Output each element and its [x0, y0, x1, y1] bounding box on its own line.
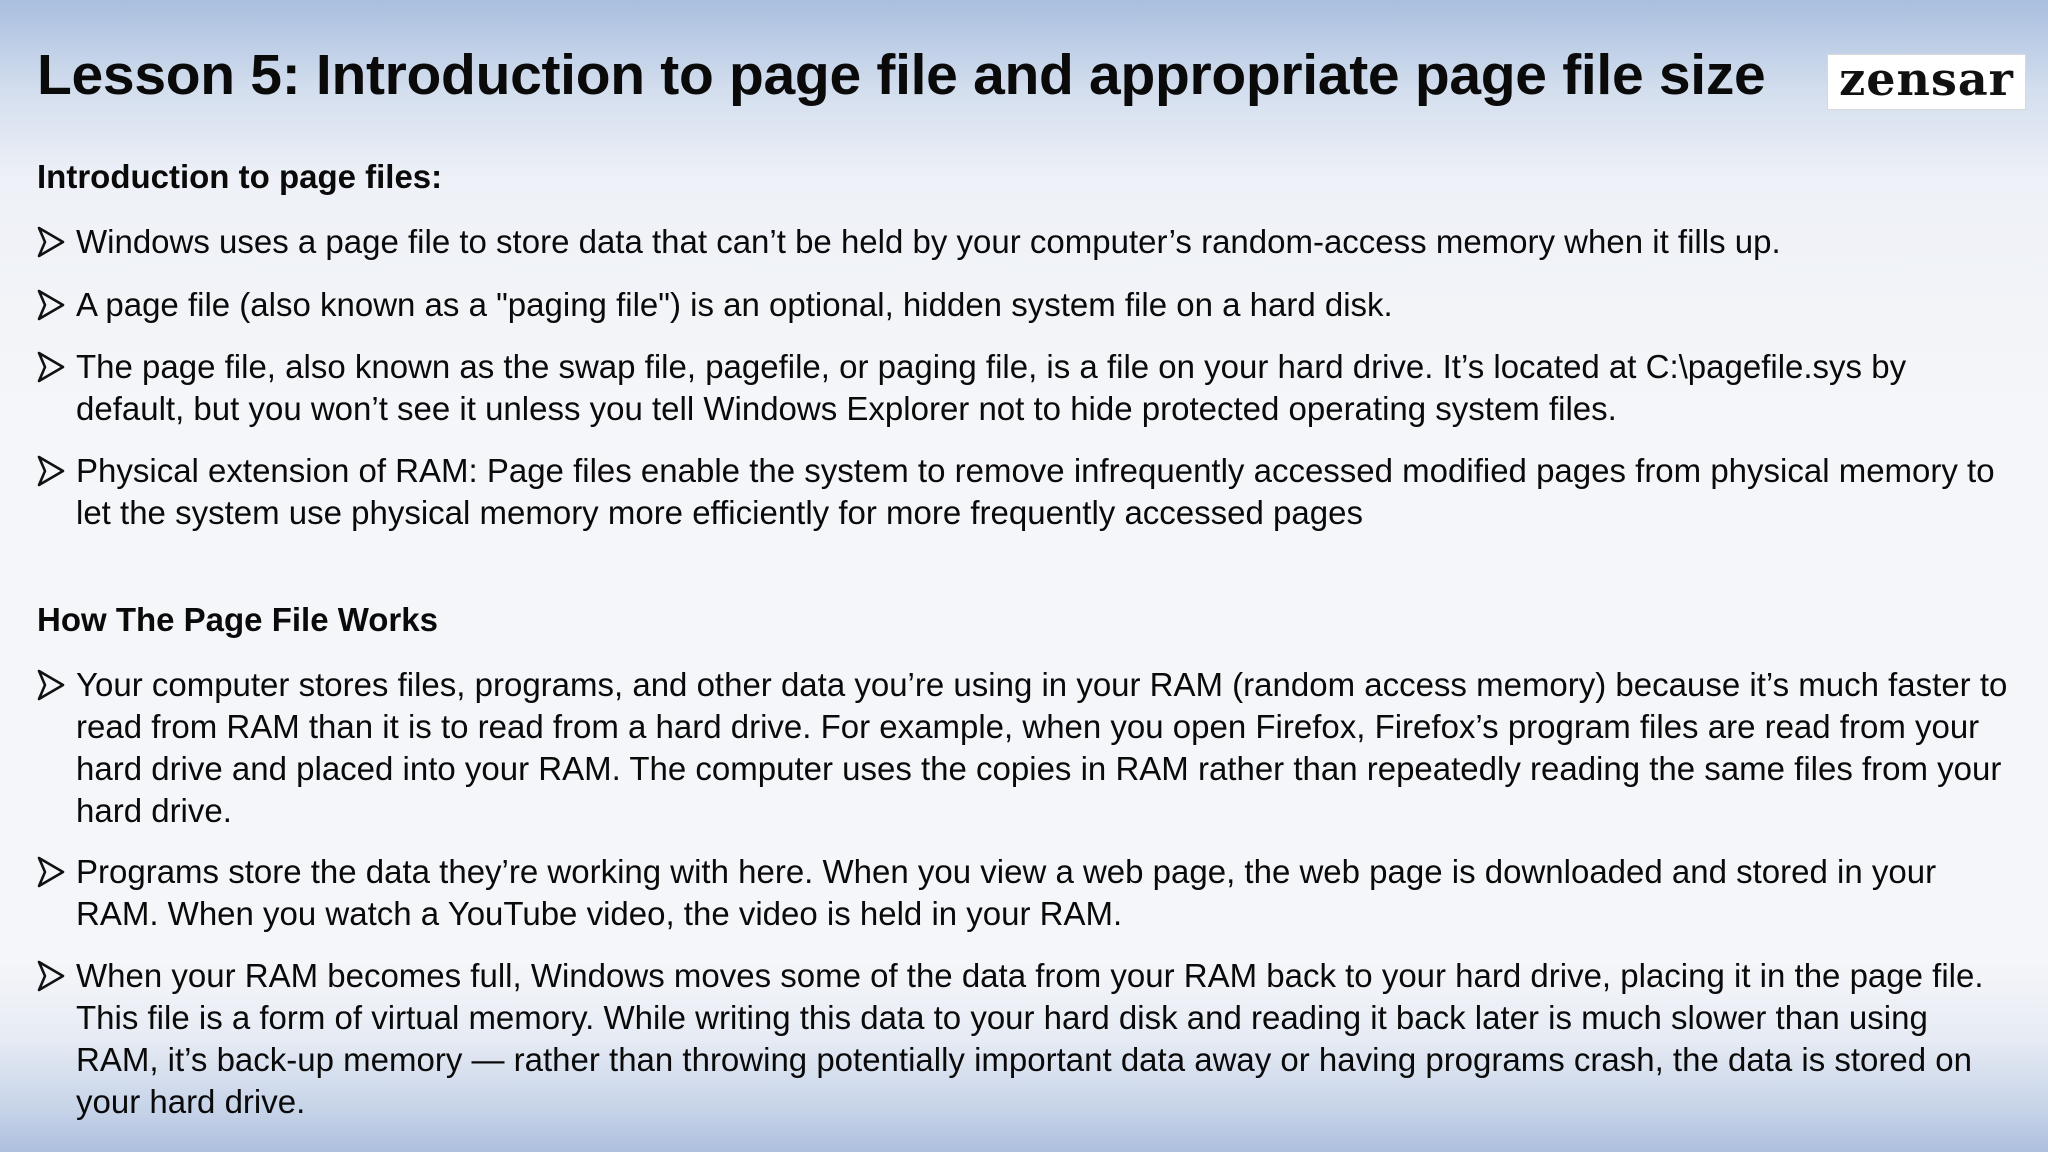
bullet-item	[37, 346, 2018, 430]
slide-title: Lesson 5: Introduction to page file and appropriate page file size	[37, 43, 1766, 107]
section-heading-intro: Introduction to page files:	[37, 158, 443, 195]
bullet-text: Your computer stores files, programs, and other data you’re using in your RAM (random access memory) because it’s much faster to read from RAM than it is to read from a hard drive. For example, when you open Firefox, Firefox’s program files are read from your hard drive and placed into your RAM. The computer uses the copies in RAM rather than repeatedly reading the same files from your hard drive.	[76, 666, 2008, 829]
section-heading-how-it-works: How The Page File Works	[37, 601, 438, 638]
bullet-item	[37, 851, 2018, 935]
arrowhead-bullet-icon	[37, 668, 65, 702]
logo-text: zensar	[1839, 52, 2014, 106]
bullet-text: Windows uses a page file to store data that can’t be held by your computer’s random-access memory when it fills up.	[76, 223, 1781, 260]
bullet-text: Programs store the data they’re working with here. When you view a web page, the web page is downloaded and stored in your RAM. When you watch a YouTube video, the video is held in your RAM.	[76, 853, 1937, 932]
bullet-item	[37, 450, 2018, 534]
bullet-item	[37, 221, 2018, 263]
bullet-text: A page file (also known as a "paging file") is an optional, hidden system file on a hard disk.	[76, 286, 1393, 323]
arrowhead-bullet-icon	[37, 855, 65, 889]
arrowhead-bullet-icon	[37, 288, 65, 322]
arrowhead-bullet-icon	[37, 350, 65, 384]
bullet-text: When your RAM becomes full, Windows moves some of the data from your RAM back to your hard drive, placing it in the page file. This file is a form of virtual memory. While writing this data to your hard disk and reading it back later is much slower than using RAM, it’s back-up memory — rather than throwing potentially important data away or having programs crash, the data is stored on your hard drive.	[76, 957, 1984, 1120]
bullet-text: Physical extension of RAM: Page files enable the system to remove infrequently accessed modified pages from physical memory to let the system use physical memory more efficiently for more frequently accessed pages	[76, 452, 1995, 531]
zensar-logo	[1827, 54, 2026, 110]
bullet-item	[37, 664, 2018, 832]
bullet-item	[37, 955, 2018, 1123]
arrowhead-bullet-icon	[37, 225, 65, 259]
bullet-text: The page file, also known as the swap file, pagefile, or paging file, is a file on your hard drive. It’s located at C:\pagefile.sys by default, but you won’t see it unless you tell Windows Explorer not to hide protected operating system files.	[76, 348, 1907, 427]
arrowhead-bullet-icon	[37, 454, 65, 488]
arrowhead-bullet-icon	[37, 959, 65, 993]
bullet-item	[37, 284, 2018, 326]
